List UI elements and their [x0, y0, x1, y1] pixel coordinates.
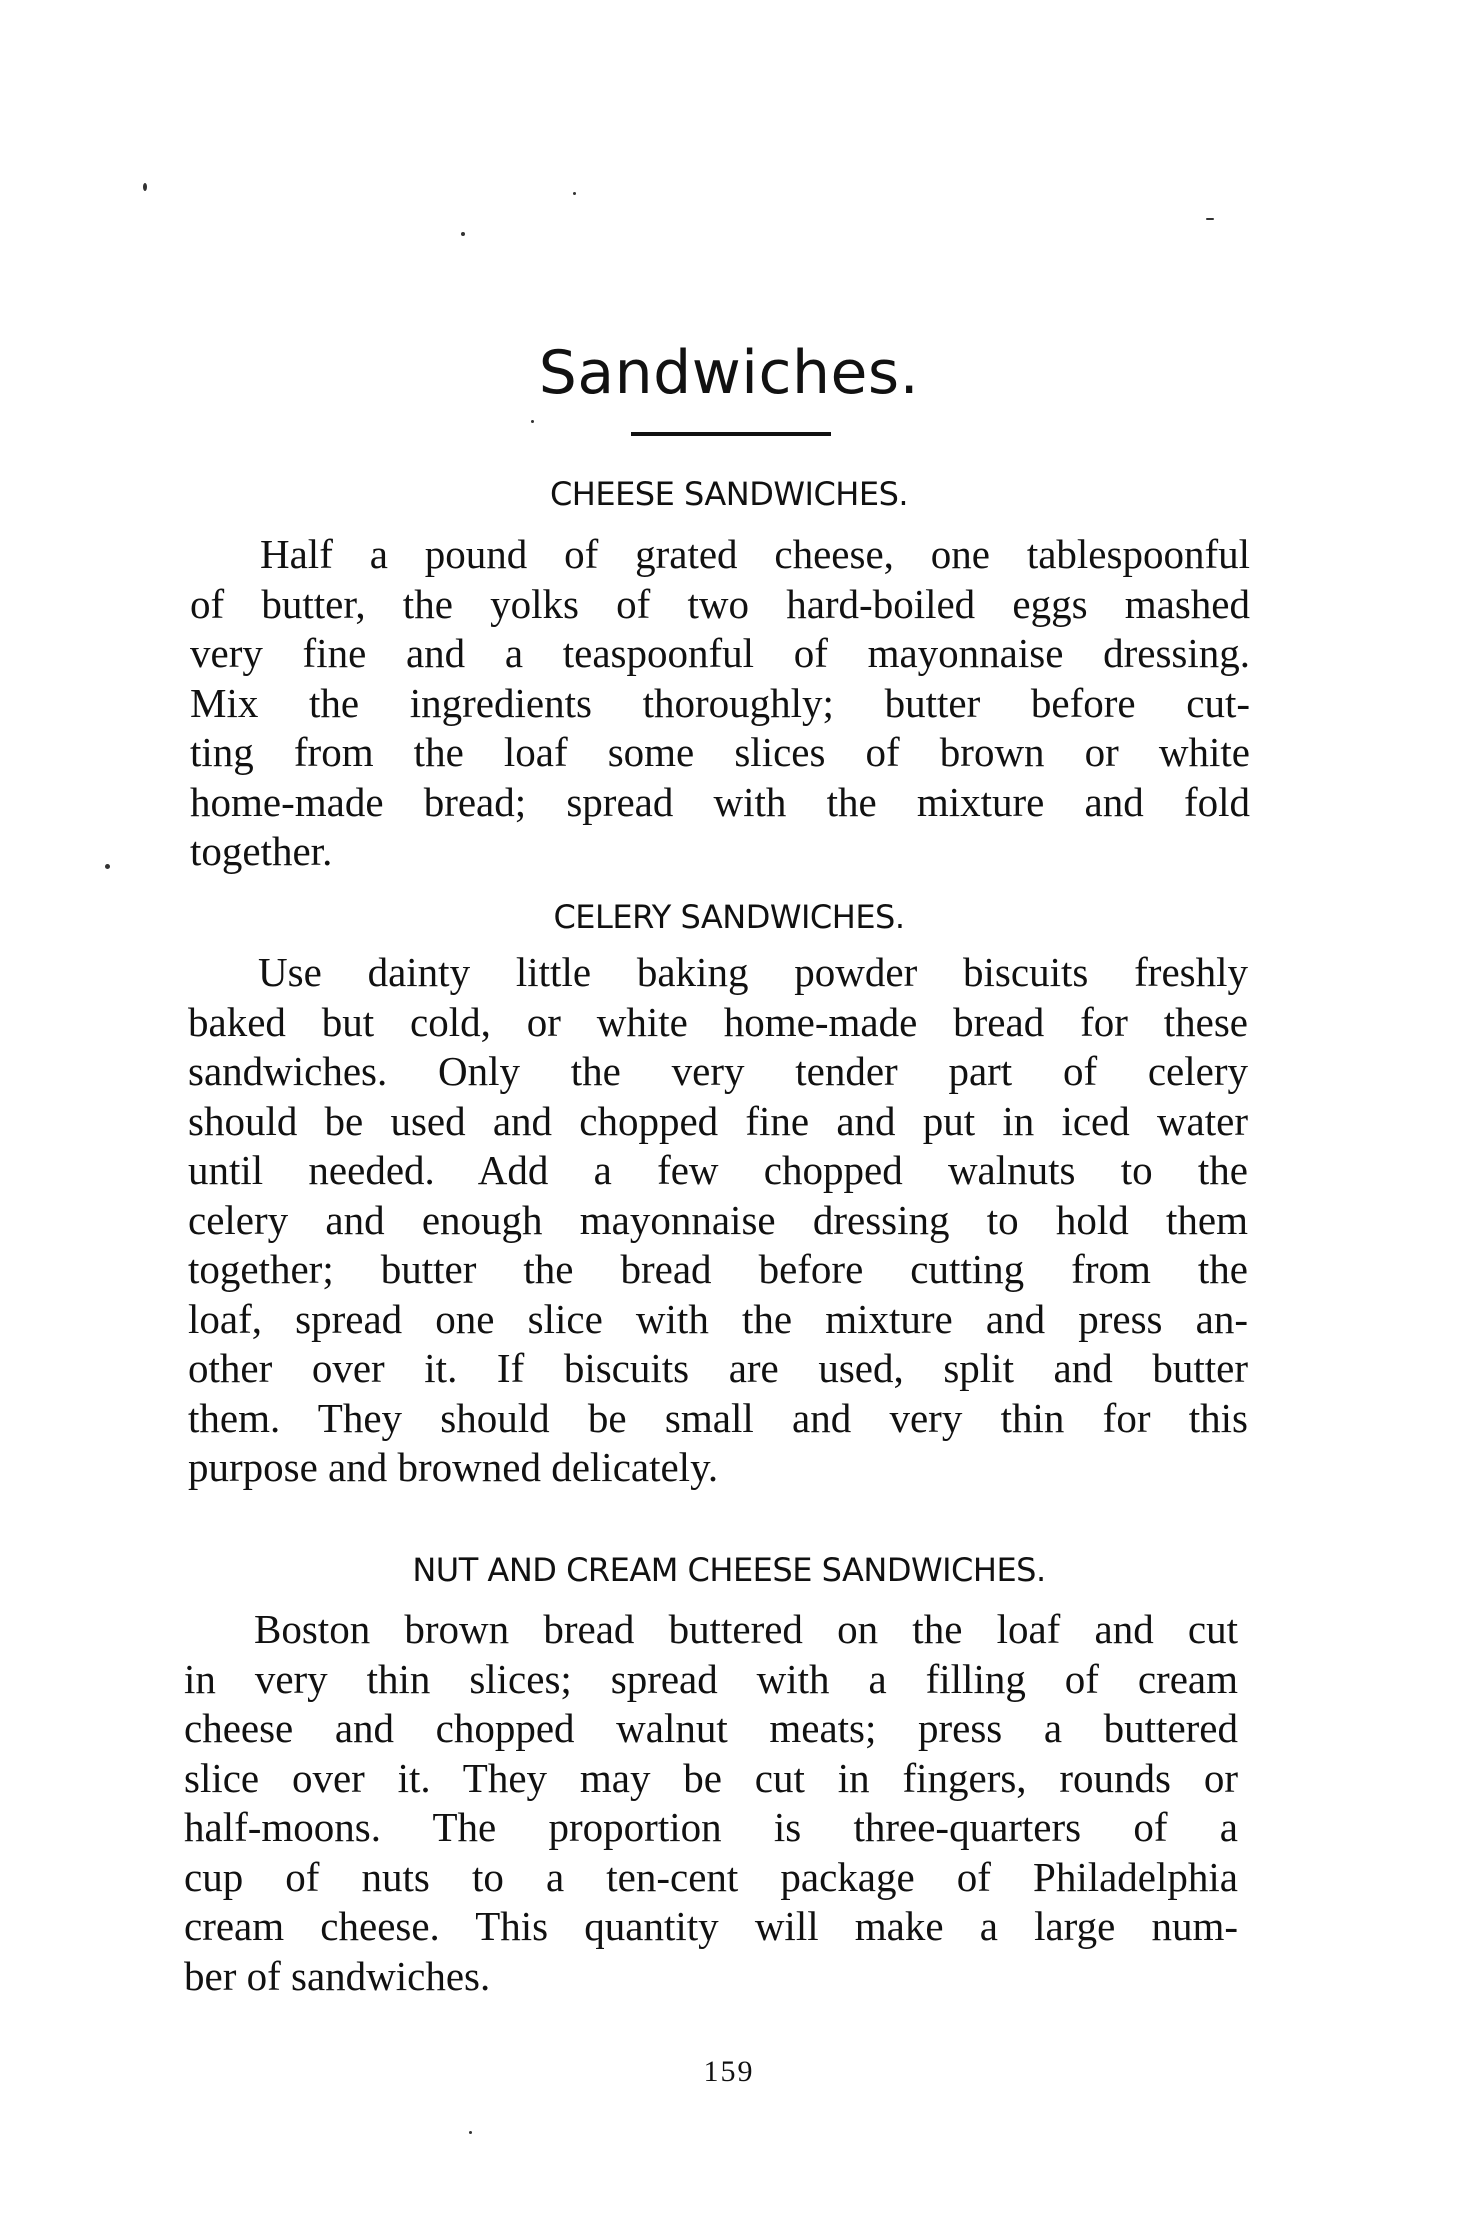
text-line: sandwiches. Only the very tender part of celery: [188, 1048, 1248, 1094]
text-line: Boston brown bread buttered on the loaf and cut: [254, 1606, 1238, 1652]
text-line: in very thin slices; spread with a filling of cream: [184, 1655, 1238, 1702]
scan-speck: [573, 192, 576, 195]
text-line: purpose and browned delicately.: [188, 1444, 719, 1490]
text-line: Half a pound of grated cheese, one tablespoonful: [260, 531, 1250, 577]
text-line: ber of sandwiches.: [184, 1952, 491, 1999]
section-body-celery-sandwiches: [188, 948, 1248, 1493]
text-line: Use dainty little baking powder biscuits freshly: [258, 949, 1248, 995]
text-line: until needed. Add a few chopped walnuts to the: [188, 1147, 1248, 1193]
scan-speck: [1206, 218, 1214, 220]
page-number: 159: [703, 2055, 755, 2088]
section-body-nut-and-cream-cheese-sandwiches: [184, 1605, 1238, 2001]
scan-speck: [461, 232, 465, 236]
text-line: half-moons. The proportion is three-quarters of a: [184, 1804, 1238, 1850]
text-line: celery and enough mayonnaise dressing to hold them: [188, 1196, 1248, 1243]
text-line: home-made bread; spread with the mixture and fold: [190, 778, 1250, 825]
text-line: loaf, spread one slice with the mixture and press an-: [188, 1295, 1248, 1342]
text-line: together.: [190, 828, 333, 874]
section-heading-cheese-sandwiches: CHEESE SANDWICHES.: [549, 475, 909, 513]
text-line: slice over it. They may be cut in fingers, rounds or: [184, 1754, 1238, 1801]
text-line: baked but cold, or white home-made bread for these: [188, 998, 1248, 1045]
text-line: should be used and chopped fine and put in iced water: [188, 1097, 1248, 1144]
text-line: together; butter the bread before cutting from the: [188, 1246, 1248, 1292]
section-heading-celery-sandwiches: CELERY SANDWICHES.: [553, 898, 905, 936]
title-rule: [631, 432, 831, 436]
text-line: very fine and a teaspoonful of mayonnaise dressing.: [190, 630, 1250, 676]
page-title: Sandwiches.: [538, 338, 920, 408]
scan-speck: [531, 420, 534, 423]
text-line: other over it. If biscuits are used, split and butter: [188, 1345, 1248, 1391]
section-body-cheese-sandwiches: [190, 530, 1250, 877]
scan-speck: [469, 2131, 472, 2134]
section-heading-nut-and-cream-cheese-sandwiches: NUT AND CREAM CHEESE SANDWICHES.: [412, 1551, 1046, 1589]
text-line: cream cheese. This quantity will make a large num-: [184, 1903, 1238, 1949]
scan-speck: [105, 864, 110, 869]
text-line: cup of nuts to a ten-cent package of Philadelphia: [184, 1853, 1238, 1900]
scan-speck: [143, 183, 147, 191]
text-line: of butter, the yolks of two hard-boiled eggs mashed: [190, 580, 1250, 627]
text-line: them. They should be small and very thin for this: [188, 1394, 1248, 1441]
text-line: Mix the ingredients thoroughly; butter before cut-: [190, 679, 1250, 726]
text-line: ting from the loaf some slices of brown or white: [190, 729, 1250, 775]
text-line: cheese and chopped walnut meats; press a buttered: [184, 1705, 1238, 1751]
